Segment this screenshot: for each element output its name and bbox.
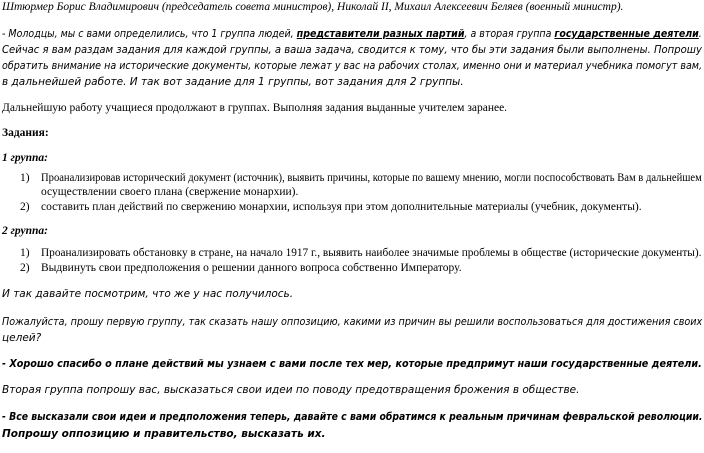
teacher-speech-line-2: Сейчас я вам раздам задания для каждой группы, а ваша задача, сводится к тому, что бы эти задания были выполнены. Попрошу bbox=[2, 44, 702, 56]
teacher-speech-line-1 bbox=[2, 28, 702, 40]
real-causes-line-1: - Все высказали свои идеи и предположения теперь, давайте с вами обратимся к реальным причинам февральской революции. bbox=[2, 411, 703, 423]
group-1-task-2: составить план действий по свержению монархии, используя при этом дополнительные материалы (учебник, документы). bbox=[41, 201, 642, 213]
real-causes-line-2: Попрошу оппозицию и правительство, высказать их. bbox=[2, 428, 326, 440]
speech-text: - Молодцы, мы с вами определились, что 1 группа людей, bbox=[2, 28, 297, 40]
group-1-heading: 1 группа: bbox=[2, 152, 48, 164]
list-number: 2) bbox=[20, 262, 30, 274]
group-1-name: представители разных партий bbox=[296, 28, 465, 40]
group-work-note: Дальнейшую работу учащиеся продолжают в группах. Выполняя задания выданные учителем заранее. bbox=[2, 102, 508, 114]
group-1-task-1: Проанализировав исторический документ (источник), выявить причины, которые по вашему мнению, могли поспособствовать Вам в дальнейшем bbox=[41, 172, 702, 184]
group-2-task-1: Проанализировать обстановку в стране, на начало 1917 г., выявить наиболее значимые проблемы в обществе (исторические документы). bbox=[41, 247, 702, 259]
list-number: 2) bbox=[20, 201, 30, 213]
participants-line: Штюрмер Борис Владимирович (председатель совета министров), Николай II, Михаил Алексеевич Беляев (военный министр). bbox=[2, 1, 624, 13]
ask-group-1-line-2: целей? bbox=[2, 332, 42, 344]
lets-see-line: И так давайте посмотрим, что же у нас получилось. bbox=[2, 288, 294, 300]
speech-text: , а вторая группа bbox=[464, 28, 555, 40]
ask-group-1-line-1: Пожалуйста, прошу первую группу, так сказать нашу оппозицию, какими из причин вы решили воспользоваться для достижения своих bbox=[2, 316, 703, 328]
list-number: 1) bbox=[20, 172, 30, 184]
ask-group-2-line: Вторая группа попрошу вас, высказаться свои идеи по поводу предотвращения брожения в обществе. bbox=[2, 384, 580, 396]
group-2-name: государственные деятели bbox=[554, 28, 699, 40]
teacher-speech-line-3: обратить внимание на исторические документы, которые лежат у вас на рабочих столах, именно они и материал учебника помогут вам, bbox=[2, 60, 703, 72]
thanks-line: - Хорошо спасибо о плане действий мы узнаем с вами после тех мер, которые предпримут наши государственные деятели. bbox=[2, 358, 702, 370]
list-number: 1) bbox=[20, 247, 30, 259]
group-2-task-2: Выдвинуть свои предположения о решении данного вопроса собственно Императору. bbox=[41, 262, 462, 274]
group-1-task-1-cont: осуществлении своего плана (свержение монархии). bbox=[41, 186, 299, 198]
speech-text: . bbox=[698, 28, 702, 40]
group-2-heading: 2 группа: bbox=[2, 225, 48, 237]
teacher-speech-line-4: в дальнейшей работе. И так вот задание для 1 группы, вот задания для 2 группы. bbox=[2, 76, 464, 88]
tasks-heading: Задания: bbox=[2, 127, 49, 139]
